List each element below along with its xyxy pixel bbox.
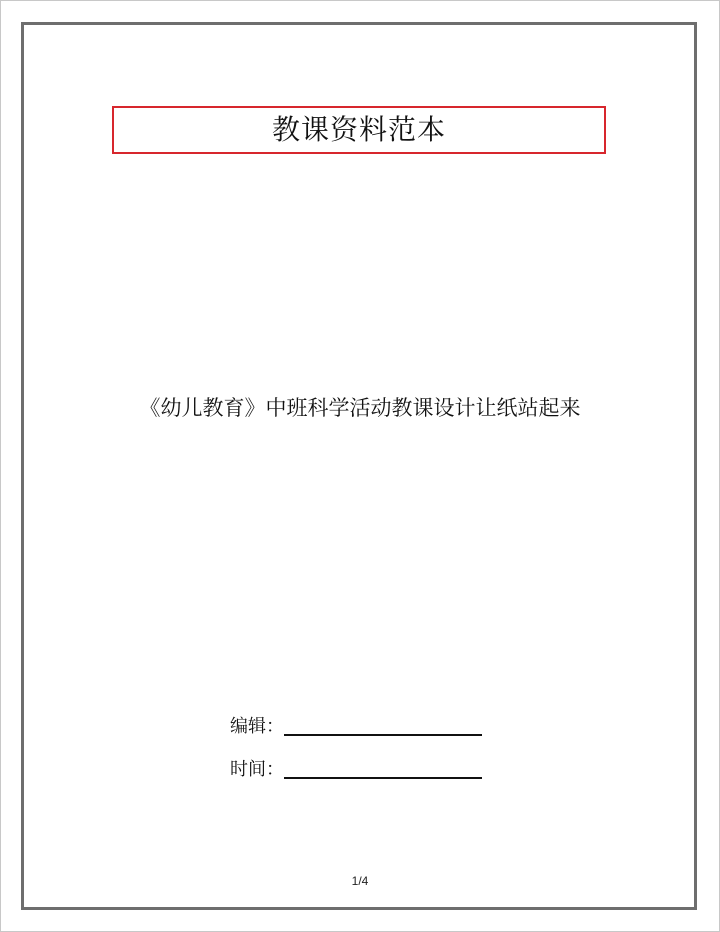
header-title: 教课资料范本	[271, 113, 446, 146]
editor-label: 编辑：	[230, 716, 284, 737]
header-box	[112, 106, 606, 154]
editor-blank-line	[284, 734, 482, 736]
document-title: 《幼儿教育》中班科学活动教课设计让纸站起来	[139, 396, 581, 420]
time-blank-line	[284, 777, 482, 779]
editor-field	[230, 718, 482, 736]
time-label: 时间：	[230, 759, 284, 780]
time-field	[230, 761, 482, 779]
page-number: 1/4	[351, 874, 369, 888]
